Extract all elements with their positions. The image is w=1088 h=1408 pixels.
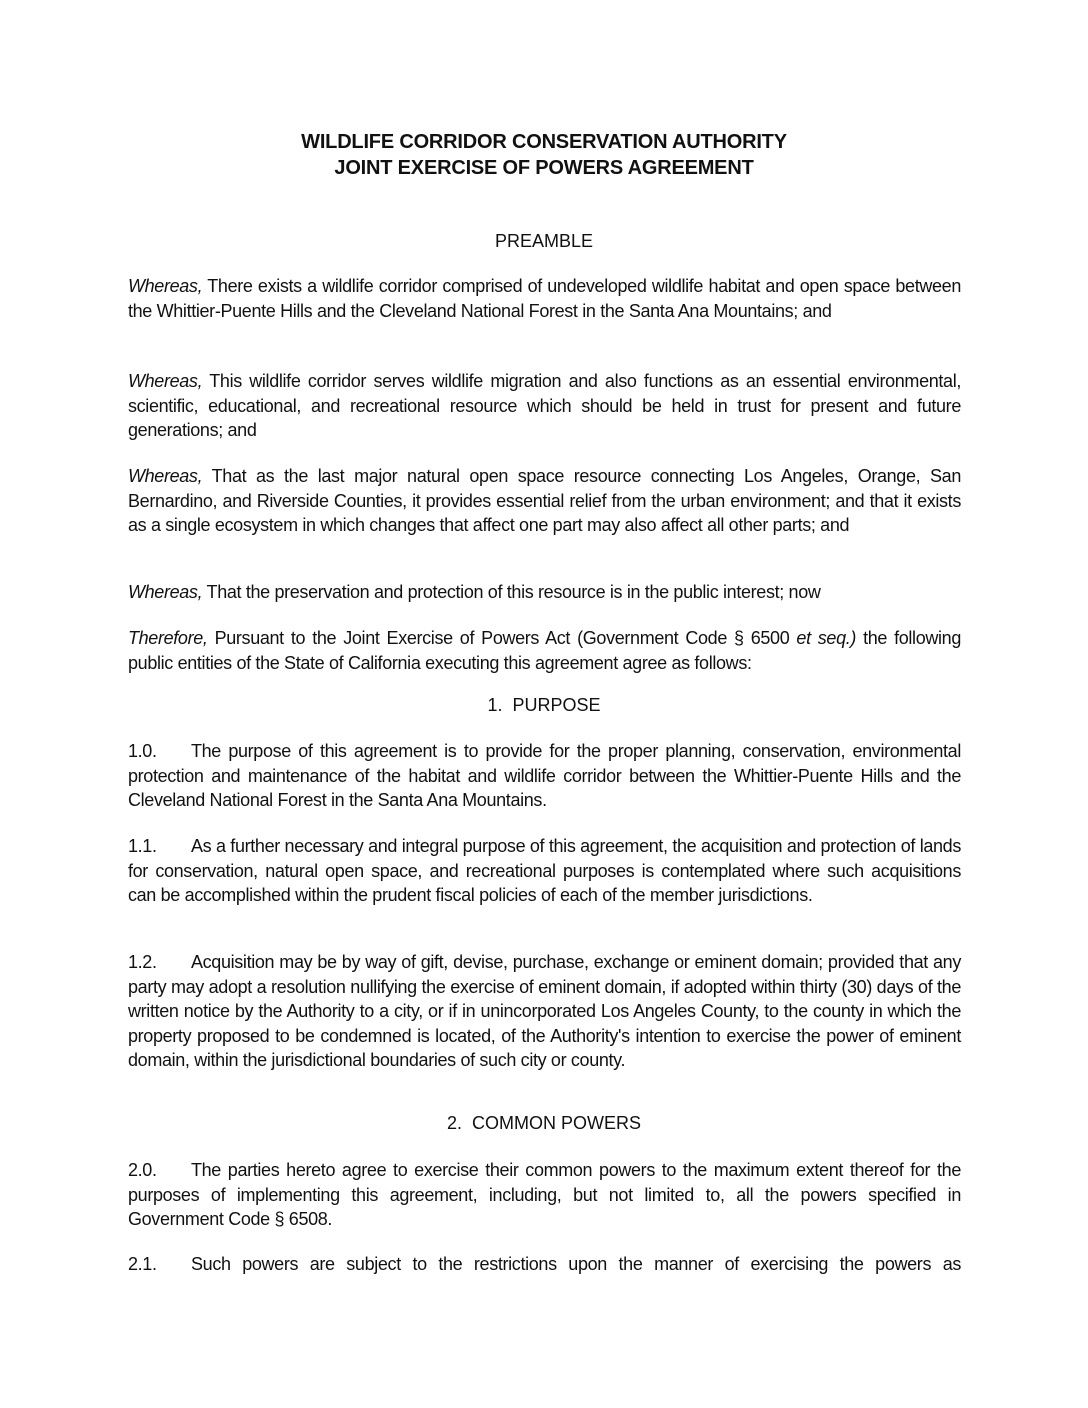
et-seq: et seq.) [796, 628, 857, 648]
therefore-text-b: the following public entities of the State of California executing this agreement agree as follows: [128, 628, 961, 673]
paragraph-1-2 [128, 950, 961, 1073]
paragraph-number: 1.1. [128, 836, 157, 856]
paragraph-2-1 [128, 1252, 961, 1277]
therefore-text-a: Pursuant to the Joint Exercise of Powers Act (Government Code § 6500 [207, 628, 797, 648]
preamble-clause-2 [128, 369, 961, 443]
therefore-lead: Therefore, [128, 628, 208, 648]
section-1-heading: 1. PURPOSE [487, 695, 601, 715]
clause-lead: Whereas, [128, 371, 203, 391]
clause-lead: Whereas, [128, 582, 203, 602]
preamble-clause-4 [128, 580, 961, 605]
preamble-therefore [128, 626, 961, 675]
clause-text: That as the last major natural open space resource connecting Los Angeles, Orange, San Bernardino, and Riverside Counties, it provides essential relief from the urban environment; and that it exists as a single ecosystem in which changes that affect one part may also affect all other parts; and [128, 466, 961, 535]
paragraph-number: 1.2. [128, 952, 157, 972]
section-2-heading: 2. COMMON POWERS [446, 1113, 641, 1133]
clause-lead: Whereas, [128, 276, 203, 296]
preamble-heading: PREAMBLE [494, 231, 594, 251]
paragraph-text: As a further necessary and integral purpose of this agreement, the acquisition and protection of lands for conservation, natural open space, and recreational purposes is contemplated where such acquisitions can be accomplished within the prudent fiscal policies of each of the member jurisdictions. [128, 836, 961, 905]
paragraph-number: 2.1. [128, 1254, 157, 1274]
paragraph-1-0 [128, 739, 961, 813]
paragraph-text: Such powers are subject to the restrictions upon the manner of exercising the powers as [191, 1254, 961, 1274]
document-title-line-2: JOINT EXERCISE OF POWERS AGREEMENT [334, 157, 754, 179]
paragraph-number: 1.0. [128, 741, 157, 761]
document-title-line-1: WILDLIFE CORRIDOR CONSERVATION AUTHORITY [301, 131, 787, 153]
paragraph-text: Acquisition may be by way of gift, devise, purchase, exchange or eminent domain; provided that any party may adopt a resolution nullifying the exercise of eminent domain, if adopted within thirty (30) days of the written notice by the Authority to a city, or if in unincorporated Los Angeles County, to the county in which the property proposed to be condemned is located, of the Authority's intention to exercise the power of eminent domain, within the jurisdictional boundaries of such city or county. [128, 952, 961, 1070]
paragraph-1-1 [128, 834, 961, 908]
clause-lead: Whereas, [128, 466, 203, 486]
paragraph-text: The parties hereto agree to exercise their common powers to the maximum extent thereof for the purposes of implementing this agreement, including, but not limited to, all the powers specified in Government Code § 6508. [128, 1160, 961, 1229]
paragraph-number: 2.0. [128, 1160, 157, 1180]
clause-text: This wildlife corridor serves wildlife migration and also functions as an essential environmental, scientific, educational, and recreational resource which should be held in trust for present and future generations; and [128, 371, 961, 440]
preamble-clause-1 [128, 274, 961, 323]
clause-text: There exists a wildlife corridor comprised of undeveloped wildlife habitat and open space between the Whittier-Puente Hills and the Cleveland National Forest in the Santa Ana Mountains; and [128, 276, 961, 321]
paragraph-text: The purpose of this agreement is to provide for the proper planning, conservation, environmental protection and maintenance of the habitat and wildlife corridor between the Whittier-Puente Hills and the Cleveland National Forest in the Santa Ana Mountains. [128, 741, 961, 810]
preamble-clause-3 [128, 464, 961, 538]
clause-text: That the preservation and protection of this resource is in the public interest; now [202, 582, 821, 602]
paragraph-2-0 [128, 1158, 961, 1232]
